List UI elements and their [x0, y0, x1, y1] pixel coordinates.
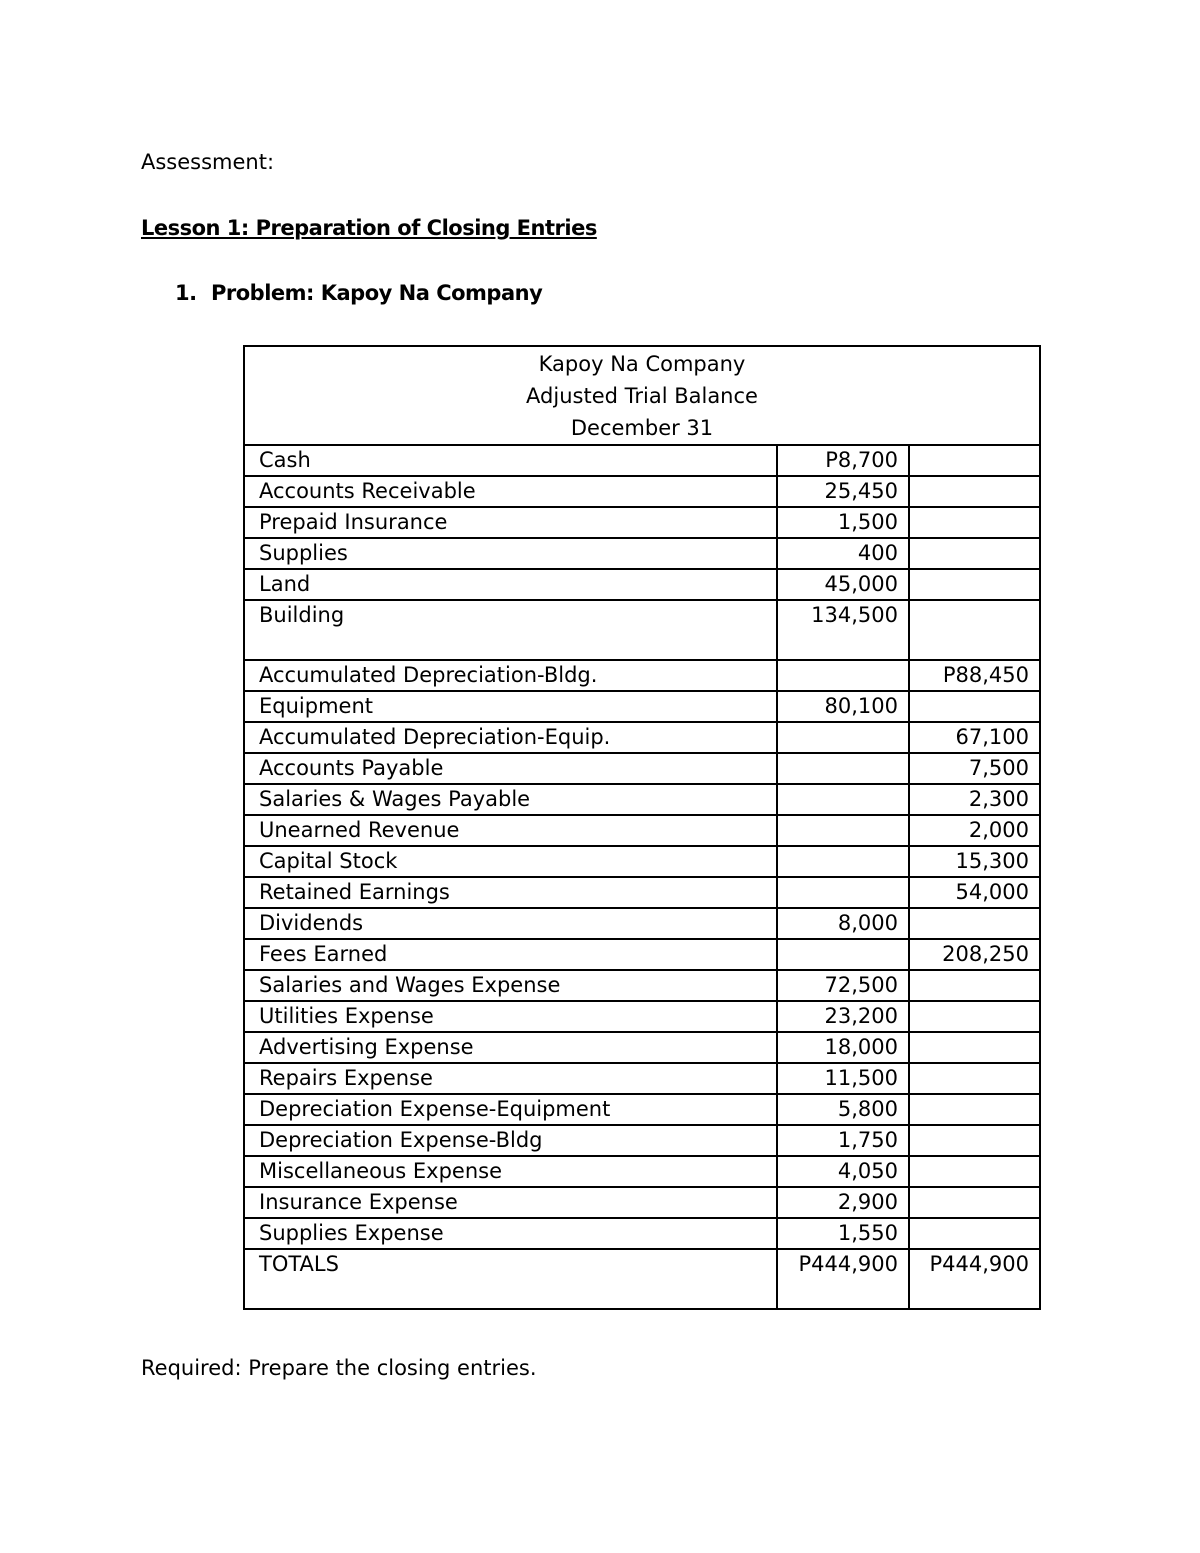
credit-cell: 2,300 — [909, 784, 1040, 815]
debit-cell: 2,900 — [777, 1187, 909, 1218]
debit-cell — [777, 846, 909, 877]
account-cell: Prepaid Insurance — [244, 507, 777, 538]
problem-number: 1. — [175, 281, 197, 305]
credit-cell — [909, 908, 1040, 939]
account-cell: Depreciation Expense-Bldg — [244, 1125, 777, 1156]
account-cell: Accumulated Depreciation-Equip. — [244, 722, 777, 753]
table-row — [244, 908, 1040, 939]
table-row — [244, 1156, 1040, 1187]
lesson-title: Lesson 1: Preparation of Closing Entries — [141, 216, 597, 240]
debit-cell — [777, 753, 909, 784]
debit-cell: 25,450 — [777, 476, 909, 507]
debit-cell — [777, 815, 909, 846]
account-cell: Insurance Expense — [244, 1187, 777, 1218]
account-cell: Supplies — [244, 538, 777, 569]
debit-cell: 1,500 — [777, 507, 909, 538]
table-row — [244, 1001, 1040, 1032]
adjusted-trial-balance-table — [243, 345, 1041, 1310]
table-row — [244, 1249, 1040, 1309]
credit-cell: 67,100 — [909, 722, 1040, 753]
account-cell: Salaries and Wages Expense — [244, 970, 777, 1001]
account-cell: Salaries & Wages Payable — [244, 784, 777, 815]
table-header-row — [244, 346, 1040, 445]
table-row — [244, 753, 1040, 784]
account-cell: Advertising Expense — [244, 1032, 777, 1063]
debit-cell — [777, 784, 909, 815]
statement-date: December 31 — [570, 416, 714, 440]
table-row — [244, 507, 1040, 538]
credit-cell — [909, 507, 1040, 538]
table-row — [244, 722, 1040, 753]
credit-cell: P444,900 — [909, 1249, 1040, 1309]
problem-heading — [175, 281, 542, 305]
account-cell: Accumulated Depreciation-Bldg. — [244, 660, 777, 691]
table-row — [244, 1218, 1040, 1249]
credit-cell: 2,000 — [909, 815, 1040, 846]
account-cell: Dividends — [244, 908, 777, 939]
credit-cell: 7,500 — [909, 753, 1040, 784]
table-row — [244, 1032, 1040, 1063]
credit-cell — [909, 691, 1040, 722]
table-row — [244, 1063, 1040, 1094]
account-cell: Cash — [244, 445, 777, 476]
table-row — [244, 1187, 1040, 1218]
account-cell: Accounts Receivable — [244, 476, 777, 507]
debit-cell — [777, 877, 909, 908]
debit-cell: 5,800 — [777, 1094, 909, 1125]
account-cell: Accounts Payable — [244, 753, 777, 784]
credit-cell — [909, 569, 1040, 600]
account-cell: Supplies Expense — [244, 1218, 777, 1249]
credit-cell — [909, 970, 1040, 1001]
debit-cell: 23,200 — [777, 1001, 909, 1032]
account-cell: Miscellaneous Expense — [244, 1156, 777, 1187]
credit-cell: P88,450 — [909, 660, 1040, 691]
table-row — [244, 784, 1040, 815]
credit-cell — [909, 445, 1040, 476]
debit-cell: 134,500 — [777, 600, 909, 660]
debit-cell: 400 — [777, 538, 909, 569]
credit-cell: 15,300 — [909, 846, 1040, 877]
table-row — [244, 846, 1040, 877]
table-header — [244, 346, 1040, 445]
credit-cell — [909, 1063, 1040, 1094]
table-row — [244, 600, 1040, 660]
debit-cell: 72,500 — [777, 970, 909, 1001]
credit-cell — [909, 1218, 1040, 1249]
account-cell: Repairs Expense — [244, 1063, 777, 1094]
credit-cell — [909, 538, 1040, 569]
account-cell: Depreciation Expense-Equipment — [244, 1094, 777, 1125]
account-cell: Equipment — [244, 691, 777, 722]
credit-cell — [909, 1001, 1040, 1032]
debit-cell: 45,000 — [777, 569, 909, 600]
debit-cell: 80,100 — [777, 691, 909, 722]
debit-cell: P444,900 — [777, 1249, 909, 1309]
table-row — [244, 476, 1040, 507]
credit-cell — [909, 1125, 1040, 1156]
table-row — [244, 970, 1040, 1001]
table-row — [244, 538, 1040, 569]
credit-cell: 54,000 — [909, 877, 1040, 908]
table-row — [244, 1094, 1040, 1125]
debit-cell: 1,750 — [777, 1125, 909, 1156]
table-row — [244, 569, 1040, 600]
debit-cell: 4,050 — [777, 1156, 909, 1187]
company-name: Kapoy Na Company — [538, 352, 746, 376]
credit-cell — [909, 600, 1040, 660]
debit-cell: P8,700 — [777, 445, 909, 476]
credit-cell — [909, 1032, 1040, 1063]
account-cell: Capital Stock — [244, 846, 777, 877]
account-cell: Unearned Revenue — [244, 815, 777, 846]
problem-title: Problem: Kapoy Na Company — [211, 281, 543, 305]
table-row — [244, 1125, 1040, 1156]
table-row — [244, 939, 1040, 970]
statement-name: Adjusted Trial Balance — [526, 384, 758, 408]
table-row — [244, 815, 1040, 846]
account-cell: Retained Earnings — [244, 877, 777, 908]
debit-cell: 18,000 — [777, 1032, 909, 1063]
table-row — [244, 445, 1040, 476]
account-cell: TOTALS — [244, 1249, 777, 1309]
debit-cell — [777, 660, 909, 691]
debit-cell: 8,000 — [777, 908, 909, 939]
debit-cell: 1,550 — [777, 1218, 909, 1249]
debit-cell — [777, 722, 909, 753]
credit-cell — [909, 1094, 1040, 1125]
account-cell: Building — [244, 600, 777, 660]
credit-cell: 208,250 — [909, 939, 1040, 970]
credit-cell — [909, 1156, 1040, 1187]
credit-cell — [909, 1187, 1040, 1218]
credit-cell — [909, 476, 1040, 507]
table-row — [244, 691, 1040, 722]
account-cell: Land — [244, 569, 777, 600]
assessment-label: Assessment: — [141, 150, 275, 174]
table-row — [244, 660, 1040, 691]
debit-cell — [777, 939, 909, 970]
table-row — [244, 877, 1040, 908]
debit-cell: 11,500 — [777, 1063, 909, 1094]
account-cell: Utilities Expense — [244, 1001, 777, 1032]
account-cell: Fees Earned — [244, 939, 777, 970]
required-instruction: Required: Prepare the closing entries. — [141, 1356, 537, 1380]
